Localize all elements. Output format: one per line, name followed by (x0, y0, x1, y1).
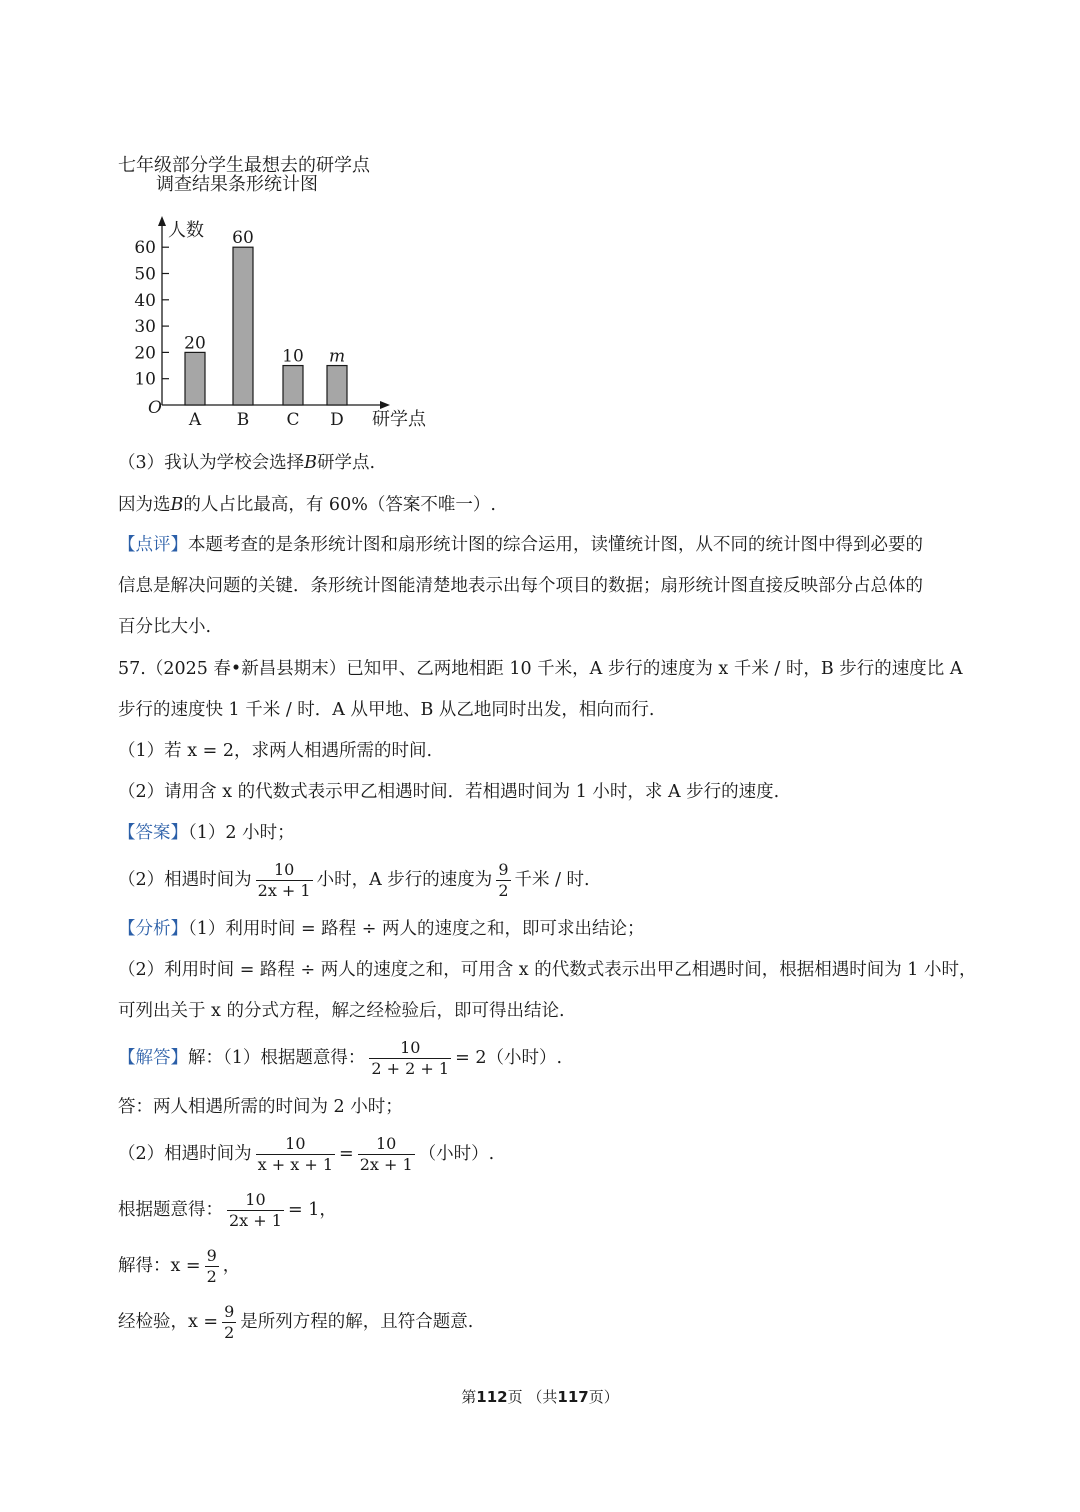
solution-line2: 答：两人相遇所需的时间为 2 小时； (118, 1097, 403, 1117)
x-axis-arrow (380, 401, 390, 409)
data-label-C: 10 (282, 346, 304, 367)
q3-line1-post: 研学点. (317, 453, 376, 473)
y-axis-label: 人数 (168, 220, 204, 241)
fraction-9-over-2 (205, 1246, 219, 1287)
fraction-10-over-xx1 (256, 1134, 335, 1175)
frac-num: 10 (358, 1134, 415, 1155)
q3-line2-var: B (170, 495, 184, 515)
y-tick-label: 40 (134, 290, 156, 311)
footer-page: 112 (476, 1388, 508, 1406)
q3-line2-post: 的人占比最高，有 60%（答案不唯一）. (183, 495, 496, 515)
answer-line2-pre: （2）相遇时间为 (118, 870, 252, 890)
solution-line1-post: = 2（小时）. (455, 1048, 563, 1068)
analysis-line1 (118, 916, 644, 942)
comment-line1 (118, 532, 923, 558)
solution-tag: 【解答】 (118, 1048, 188, 1068)
solution-line4-pre: 根据题意得： (118, 1200, 223, 1220)
footer-mid: 页 （共 (507, 1388, 558, 1406)
bar-A (185, 352, 205, 405)
data-label-D: m (328, 346, 346, 367)
problem57-line1: 57.（2025 春•新昌县期末）已知甲、乙两地相距 10 千米，A 步行的速度为 x 千米 / 时，B 步行的速度比 A (118, 659, 963, 679)
eq-sign: = (339, 1144, 354, 1164)
comment-tag: 【点评】 (118, 535, 188, 555)
frac-num: 10 (256, 860, 313, 881)
answer-line2-post: 千米 / 时. (514, 870, 590, 890)
problem57-q2: （2）请用含 x 的代数式表示甲乙相遇时间．若相遇时间为 1 小时，求 A 步行的速度. (118, 782, 780, 802)
y-tick-label: 50 (134, 264, 156, 285)
comment-text1: 本题考查的是条形统计图和扇形统计图的综合运用，读懂统计图，从不同的统计图中得到必要的 (188, 535, 923, 555)
q3-line2 (118, 492, 496, 518)
problem57-q1: （1）若 x = 2，求两人相遇所需的时间. (118, 741, 433, 761)
solution-line4 (118, 1184, 337, 1236)
analysis-text1: （1）利用时间 = 路程 ÷ 两人的速度之和，即可求出结论； (188, 919, 645, 939)
y-tick-label: 10 (134, 369, 156, 390)
q3-line1 (118, 450, 375, 476)
frac-num: 9 (498, 860, 509, 879)
frac-den: x + x + 1 (257, 1155, 334, 1174)
origin-label: O (148, 398, 162, 418)
solution-line4-post: = 1， (287, 1200, 337, 1220)
analysis-line2: （2）利用时间 = 路程 ÷ 两人的速度之和，可用含 x 的代数式表示出甲乙相遇时间，根据相遇时间为 1 小时， (118, 960, 977, 980)
x-tick-label-C: C (286, 410, 300, 430)
x-tick-label-B: B (236, 410, 250, 430)
answer-line2 (118, 854, 590, 906)
bar-chart (110, 208, 450, 438)
problem57-line2: 步行的速度快 1 千米 / 时．A 从甲地、B 从乙地同时出发，相向而行. (118, 700, 655, 720)
frac-den: 2 + 2 + 1 (371, 1059, 450, 1078)
comma: ， (222, 1256, 241, 1276)
comment-line2: 信息是解决问题的关键．条形统计图能清楚地表示出每个项目的数据；扇形统计图直接反映部分占总体的 (118, 576, 923, 596)
frac-den: 2x + 1 (359, 1155, 413, 1174)
fraction-10-over-2x1 (358, 1134, 415, 1175)
y-tick-label: 60 (134, 238, 156, 259)
solution-line5-pre: 解得：x = (118, 1256, 201, 1276)
solution-line3-pre: （2）相遇时间为 (118, 1144, 252, 1164)
analysis-line3: 可列出关于 x 的分式方程，解之经检验后，即可得出结论. (118, 1001, 565, 1021)
solution-line6-pre: 经检验，x = (118, 1312, 219, 1332)
solution-line6-post: 是所列方程的解，且符合题意. (240, 1312, 474, 1332)
frac-num: 10 (227, 1190, 284, 1211)
fraction-9-over-2 (496, 860, 510, 901)
analysis-tag: 【分析】 (118, 919, 188, 939)
q3-line1-pre: （3）我认为学校会选择 (118, 453, 305, 473)
solution-line1-pre: 解：（1）根据题意得： (188, 1048, 366, 1068)
y-tick-label: 20 (134, 343, 156, 364)
solution-line3 (118, 1128, 494, 1180)
comment-line3: 百分比大小. (118, 617, 212, 637)
fraction-10-over-2x1 (227, 1190, 284, 1231)
frac-den: 2 (498, 881, 509, 900)
x-tick-label-D: D (330, 410, 344, 430)
frac-den: 2x + 1 (229, 1211, 282, 1230)
page-footer (0, 1386, 1080, 1407)
solution-line1 (118, 1032, 562, 1084)
answer-text1: （1）2 小时； (188, 823, 295, 843)
chart-title-line1: 七年级部分学生最想去的研学点 (118, 155, 370, 176)
frac-num: 10 (256, 1134, 335, 1155)
footer-total: 117 (557, 1388, 589, 1406)
solution-line6 (118, 1296, 473, 1348)
answer-tag: 【答案】 (118, 823, 188, 843)
q3-line2-pre: 因为选 (118, 495, 171, 515)
bar-D (327, 366, 347, 405)
data-label-B: 60 (232, 228, 254, 249)
frac-num: 9 (224, 1302, 235, 1321)
y-tick-label: 30 (134, 317, 156, 338)
fraction-9-over-2 (222, 1302, 236, 1343)
footer-suffix: 页） (588, 1388, 619, 1406)
bar-B (233, 247, 253, 405)
x-axis-label: 研学点 (372, 409, 426, 430)
frac-num: 9 (206, 1246, 217, 1265)
fraction-10-over-2x1 (256, 860, 313, 901)
fraction-10-over-221 (369, 1038, 451, 1079)
solution-line5 (118, 1240, 240, 1292)
solution-line3-post: （小时）. (418, 1144, 495, 1164)
answer-line1 (118, 820, 295, 846)
frac-den: 2 (224, 1323, 235, 1342)
y-axis-arrow (158, 216, 166, 226)
answer-line2-mid: 小时，A 步行的速度为 (316, 870, 493, 890)
x-tick-label-A: A (188, 410, 202, 430)
frac-den: 2 (206, 1267, 217, 1286)
chart-title-line2: 调查结果条形统计图 (156, 174, 318, 195)
footer-prefix: 第 (461, 1388, 477, 1406)
data-label-A: 20 (184, 333, 206, 354)
frac-den: 2x + 1 (257, 881, 311, 900)
frac-num: 10 (369, 1038, 451, 1059)
q3-line1-var: B (304, 453, 318, 473)
bar-C (283, 366, 303, 405)
